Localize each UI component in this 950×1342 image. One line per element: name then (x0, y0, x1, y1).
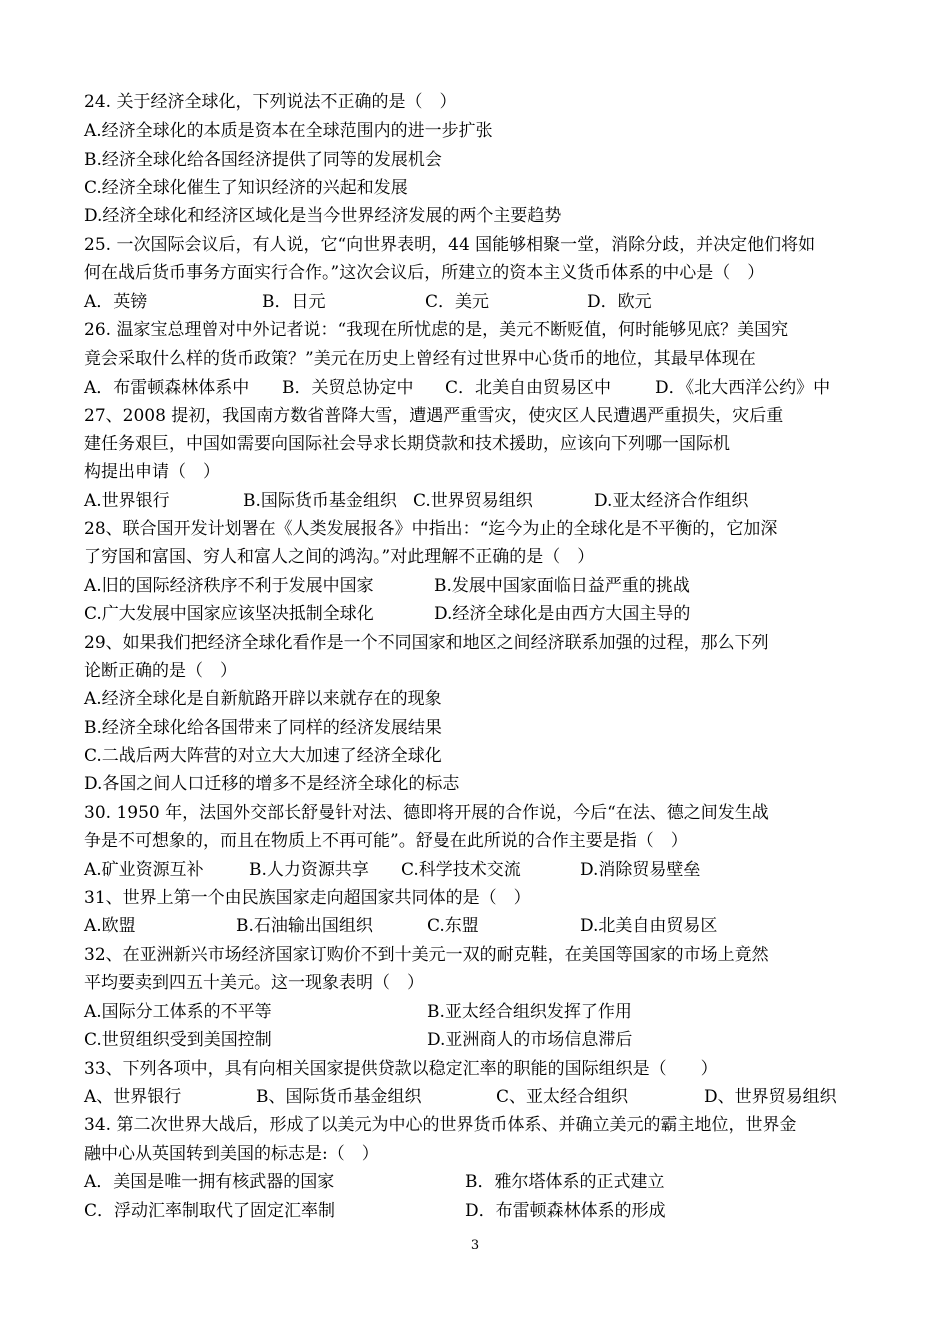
question-31-option-d: D.北美自由贸易区 (580, 916, 718, 936)
question-26-option-b: B．关贸总协定中 (282, 378, 414, 398)
question-33-stem: 33、下列各项中，具有向相关国家提供贷款以稳定汇率的职能的国际组织是（ ） (84, 1059, 718, 1079)
question-33-option-c: C、亚太经合组织 (496, 1087, 629, 1107)
question-33-option-a: A、世界银行 (84, 1087, 182, 1107)
question-28-option-b: B.发展中国家面临日益严重的挑战 (434, 576, 690, 596)
question-30-option-c: C.科学技术交流 (401, 860, 521, 880)
question-26-option-a: A．布雷顿森林体系中 (84, 378, 250, 398)
question-26-stem-line-2: 竟会采取什么样的货币政策？”美元在历史上曾经有过世界中心货币的地位，其最早体现在 (84, 349, 756, 369)
question-29-option-a: A.经济全球化是自新航路开辟以来就存在的现象 (84, 689, 442, 709)
question-34-option-b: B．雅尔塔体系的正式建立 (465, 1172, 665, 1192)
question-32-option-d: D.亚洲商人的市场信息滞后 (427, 1030, 633, 1050)
question-33-option-b: B、国际货币基金组织 (256, 1087, 422, 1107)
question-25-stem-line-1: 25. 一次国际会议后，有人说，它“向世界表明，44 国能够相聚一堂，消除分歧，并决定他们将如 (84, 235, 816, 255)
question-24-option-d: D.经济全球化和经济区域化是当今世界经济发展的两个主要趋势 (84, 206, 562, 226)
question-25-option-c: C．美元 (425, 292, 490, 312)
question-27-stem-line-3: 构提出申请（ ） (84, 462, 220, 482)
question-29-stem-line-1: 29、如果我们把经济全球化看作是一个不同国家和地区之间经济联系加强的过程，那么下列 (84, 633, 769, 653)
question-25-option-d: D．欧元 (587, 292, 652, 312)
question-31-option-c: C.东盟 (427, 916, 479, 936)
question-27-option-d: D.亚太经济合作组织 (594, 491, 749, 511)
question-27-stem-line-2: 建任务艰巨，中国如需要向国际社会导求长期贷款和技术援助，应该向下列哪一国际机 (84, 434, 730, 454)
question-28-option-a: A.旧的国际经济秩序不利于发展中国家 (84, 576, 374, 596)
question-29-option-d: D.各国之间人口迁移的增多不是经济全球化的标志 (84, 774, 460, 794)
question-32-stem-line-2: 平均要卖到四五十美元。这一现象表明（ ） (84, 973, 424, 993)
question-34-option-a: A．美国是唯一拥有核武器的国家 (84, 1172, 335, 1192)
question-25-option-a: A．英镑 (84, 292, 148, 312)
question-28-stem-line-1: 28、联合国开发计划署在《人类发展报各》中指出：“迄今为止的全球化是不平衡的，它加深 (84, 519, 778, 539)
question-25-option-b: B．日元 (262, 292, 326, 312)
question-32-stem-line-1: 32、在亚洲新兴市场经济国家订购价不到十美元一双的耐克鞋，在美国等国家的市场上竟然 (84, 945, 769, 965)
question-31-stem: 31、世界上第一个由民族国家走向超国家共同体的是（ ） (84, 888, 531, 908)
question-30-option-d: D.消除贸易壁垒 (580, 860, 701, 880)
question-24-option-a: A.经济全球化的本质是资本在全球范围内的进一步扩张 (84, 121, 493, 141)
question-29-option-b: B.经济全球化给各国带来了同样的经济发展结果 (84, 718, 442, 738)
question-29-option-c: C.二战后两大阵营的对立大大加速了经济全球化 (84, 746, 442, 766)
question-27-option-c: C.世界贸易组织 (413, 491, 533, 511)
question-33-option-d: D、世界贸易组织 (704, 1087, 837, 1107)
question-30-option-a: A.矿业资源互补 (84, 860, 204, 880)
question-32-option-c: C.世贸组织受到美国控制 (84, 1030, 272, 1050)
question-26-stem-line-1: 26. 温家宝总理曾对中外记者说：“我现在所忧虑的是，美元不断贬值，何时能够见底？美国究 (84, 320, 789, 340)
question-28-option-d: D.经济全球化是由西方大国主导的 (434, 604, 691, 624)
question-34-stem-line-1: 34. 第二次世界大战后，形成了以美元为中心的世界货币体系、并确立美元的霸主地位，世界金 (84, 1115, 797, 1135)
question-29-stem-line-2: 论断正确的是（ ） (84, 661, 237, 681)
question-32-option-a: A.国际分工体系的不平等 (84, 1002, 272, 1022)
question-24-stem: 24. 关于经济全球化，下列说法不正确的是（ ） (84, 92, 457, 112)
question-27-option-b: B.国际货币基金组织 (243, 491, 397, 511)
question-28-stem-line-2: 了穷国和富国、穷人和富人之间的鸿沟。”对此理解不正确的是（ ） (84, 547, 595, 567)
question-30-stem-line-1: 30. 1950 年，法国外交部长舒曼针对法、德即将开展的合作说，今后“在法、德之间发生战 (84, 803, 769, 823)
question-24-option-b: B.经济全球化给各国经济提供了同等的发展机会 (84, 150, 442, 170)
question-25-stem-line-2: 何在战后货币事务方面实行合作。”这次会议后，所建立的资本主义货币体系的中心是（ ） (84, 263, 765, 283)
question-30-stem-line-2: 争是不可想象的，而且在物质上不再可能”。舒曼在此所说的合作主要是指（ ） (84, 831, 688, 851)
question-27-stem-line-1: 27、2008 提初，我国南方数省普降大雪，遭遇严重雪灾，使灾区人民遭遇严重损失，灾后重 (84, 406, 784, 426)
page-number: 3 (470, 1238, 480, 1253)
question-32-option-b: B.亚太经合组织发挥了作用 (427, 1002, 632, 1022)
question-31-option-b: B.石油输出国组织 (236, 916, 373, 936)
question-28-option-c: C.广大发展中国家应该坚决抵制全球化 (84, 604, 374, 624)
question-34-option-c: C．浮动汇率制取代了固定汇率制 (84, 1201, 336, 1221)
question-34-option-d: D．布雷顿森林体系的形成 (465, 1201, 666, 1221)
question-26-option-c: C．北美自由贸易区中 (445, 378, 612, 398)
question-34-stem-line-2: 融中心从英国转到美国的标志是:（ ） (84, 1144, 379, 1164)
question-31-option-a: A.欧盟 (84, 916, 136, 936)
question-24-option-c: C.经济全球化催生了知识经济的兴起和发展 (84, 178, 408, 198)
question-27-option-a: A.世界银行 (84, 491, 170, 511)
question-26-option-d: D．《北大西洋公约》中 (655, 378, 831, 398)
question-30-option-b: B.人力资源共享 (249, 860, 369, 880)
